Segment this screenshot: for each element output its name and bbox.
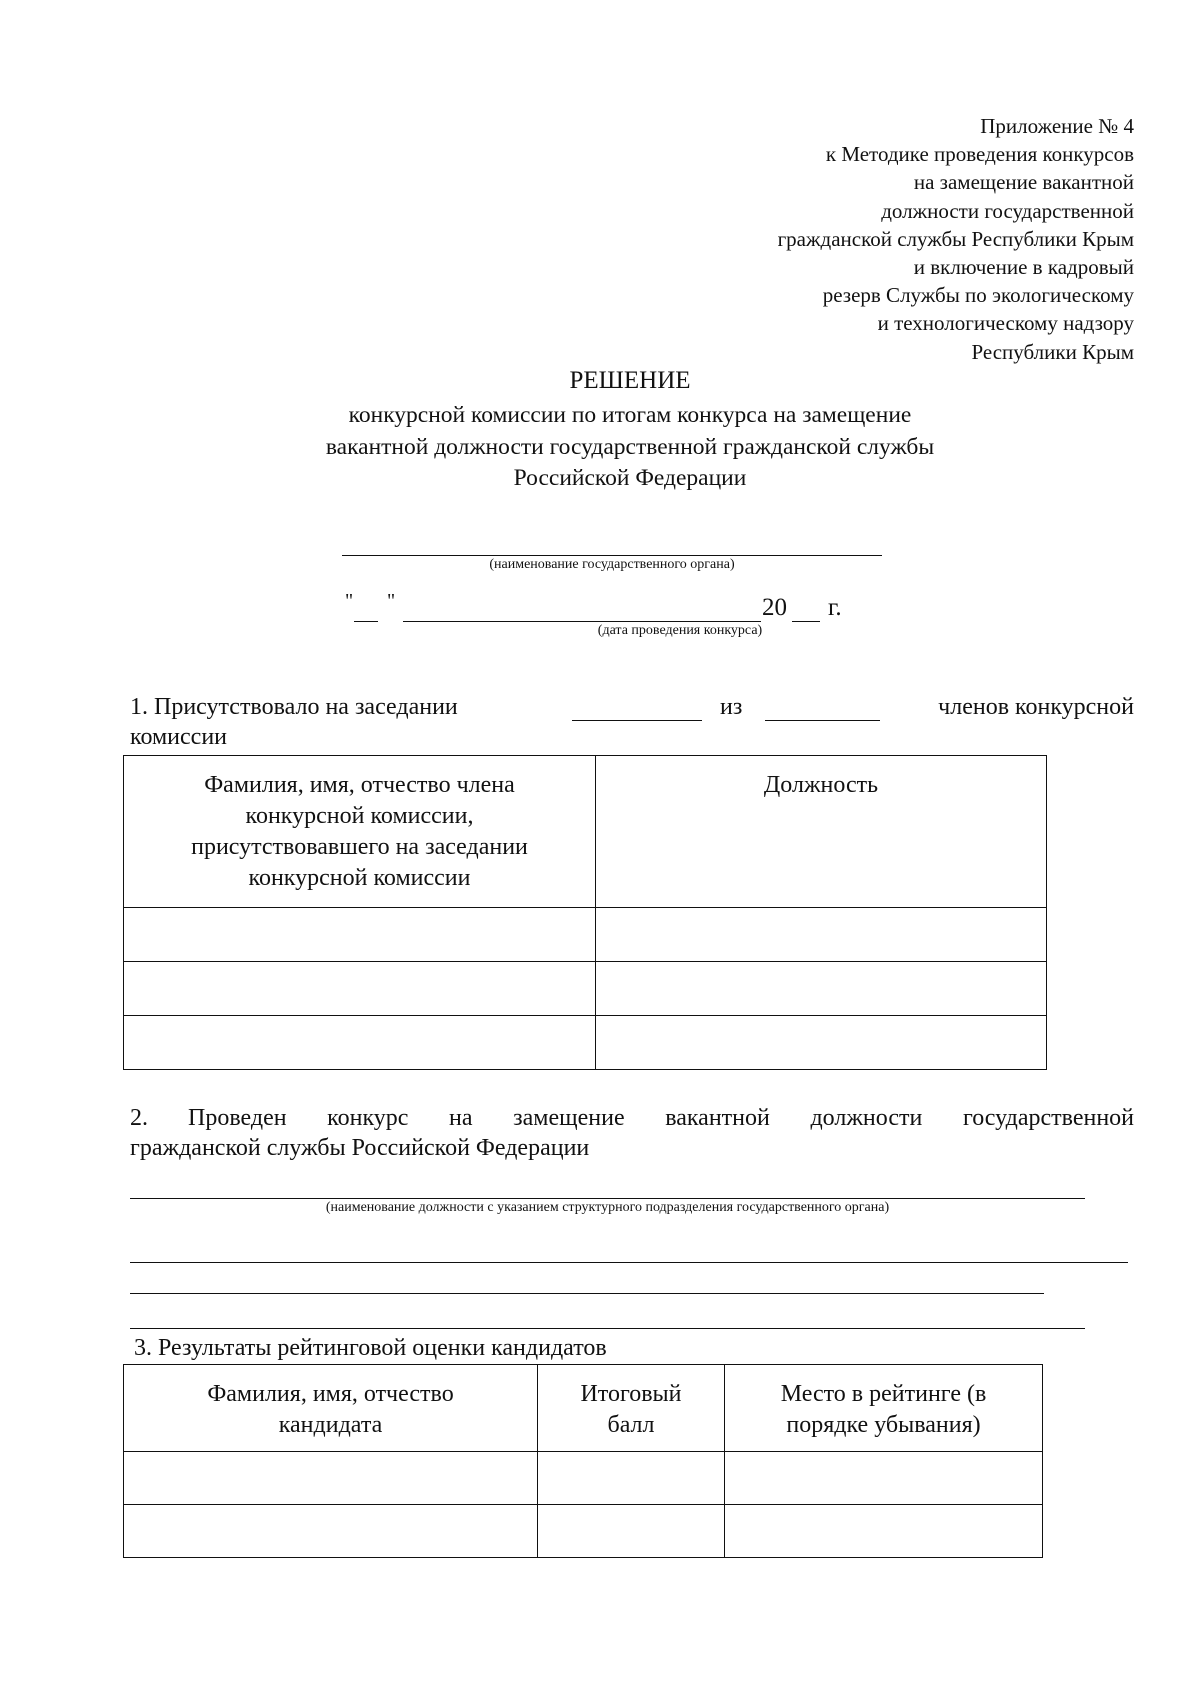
section3-title: 3. Результаты рейтинговой оценки кандидатов	[134, 1335, 607, 1361]
appendix-block	[778, 112, 1134, 366]
appendix-line: резерв Службы по экологическому	[822, 283, 1134, 308]
section1-text-a: 1. Присутствовало на заседании	[130, 694, 458, 720]
position-name-line-2[interactable]	[130, 1262, 1128, 1263]
section1-text-b: из	[720, 694, 743, 720]
section1-text-c: членов конкурсной	[938, 694, 1134, 720]
appendix-line: Республики Крым	[971, 339, 1134, 364]
organ-name-field[interactable]	[342, 555, 882, 556]
header-member-name: Фамилия, имя, отчество члена конкурсной комиссии, присутствовавшего на заседании конкурсной комиссии	[124, 756, 596, 908]
table-cell[interactable]	[124, 1452, 538, 1505]
table-cell[interactable]	[725, 1452, 1043, 1505]
table-header-row	[124, 756, 1047, 908]
date-month-field[interactable]	[403, 621, 761, 622]
table-row	[124, 1016, 1047, 1070]
position-name-field[interactable]	[130, 1198, 1085, 1199]
candidates-rating-table	[123, 1364, 1043, 1558]
date-quote-open: "	[345, 590, 354, 612]
year-prefix: 20	[762, 594, 787, 621]
table-cell[interactable]	[596, 962, 1047, 1016]
table-header-row	[124, 1365, 1043, 1452]
section2-line2: гражданской службы Российской Федерации	[130, 1135, 590, 1161]
table-cell[interactable]	[124, 962, 596, 1016]
table-row	[124, 908, 1047, 962]
appendix-line: на замещение вакантной	[913, 170, 1134, 195]
date-caption: (дата проведения конкурса)	[597, 623, 763, 638]
table-cell[interactable]	[596, 1016, 1047, 1070]
table-row	[124, 1452, 1043, 1505]
year-suffix: г.	[828, 594, 842, 621]
section2-number: 2.	[130, 1105, 148, 1131]
position-name-caption: (наименование должности с указанием структурного подразделения государственного органа)	[325, 1200, 890, 1215]
date-day-field[interactable]	[354, 621, 378, 622]
commission-members-table	[123, 755, 1047, 1070]
header-position: Должность	[596, 756, 1047, 908]
organ-name-caption: (наименование государственного органа)	[489, 557, 735, 572]
section1-line2: комиссии	[130, 724, 228, 750]
header-rating-place: Место в рейтинге (в порядке убывания)	[725, 1365, 1043, 1452]
table-row	[124, 1505, 1043, 1558]
table-cell[interactable]	[596, 908, 1047, 962]
document-subtitle	[0, 400, 1200, 495]
header-candidate-name: Фамилия, имя, отчество кандидата	[124, 1365, 538, 1452]
section2-line1: Проведен конкурс на замещение вакантной должности государственной	[188, 1105, 1134, 1131]
present-count-field[interactable]	[572, 720, 702, 721]
table-cell[interactable]	[725, 1505, 1043, 1558]
appendix-line: и включение в кадровый	[913, 255, 1134, 280]
subtitle-line: конкурсной комиссии по итогам конкурса на замещение	[348, 402, 912, 428]
appendix-line: Приложение № 4	[980, 114, 1134, 138]
table-row	[124, 962, 1047, 1016]
table-cell[interactable]	[124, 1505, 538, 1558]
date-year-field[interactable]	[792, 621, 820, 622]
appendix-line: гражданской службы Республики Крым	[777, 226, 1134, 251]
appendix-line: к Методике проведения конкурсов	[825, 142, 1134, 167]
position-name-line-3[interactable]	[130, 1293, 1044, 1294]
date-quote-close: "	[387, 590, 396, 612]
appendix-line: должности государственной	[881, 198, 1134, 223]
document-title: РЕШЕНИЕ	[569, 367, 691, 394]
table-cell[interactable]	[124, 1016, 596, 1070]
subtitle-line: Российской Федерации	[513, 465, 747, 491]
appendix-line: и технологическому надзору	[877, 311, 1134, 336]
header-total-score: Итоговый балл	[538, 1365, 725, 1452]
table-cell[interactable]	[124, 908, 596, 962]
position-name-line-4[interactable]	[130, 1328, 1085, 1329]
total-count-field[interactable]	[765, 720, 880, 721]
table-cell[interactable]	[538, 1452, 725, 1505]
table-cell[interactable]	[538, 1505, 725, 1558]
subtitle-line: вакантной должности государственной гражданской службы	[325, 433, 935, 460]
